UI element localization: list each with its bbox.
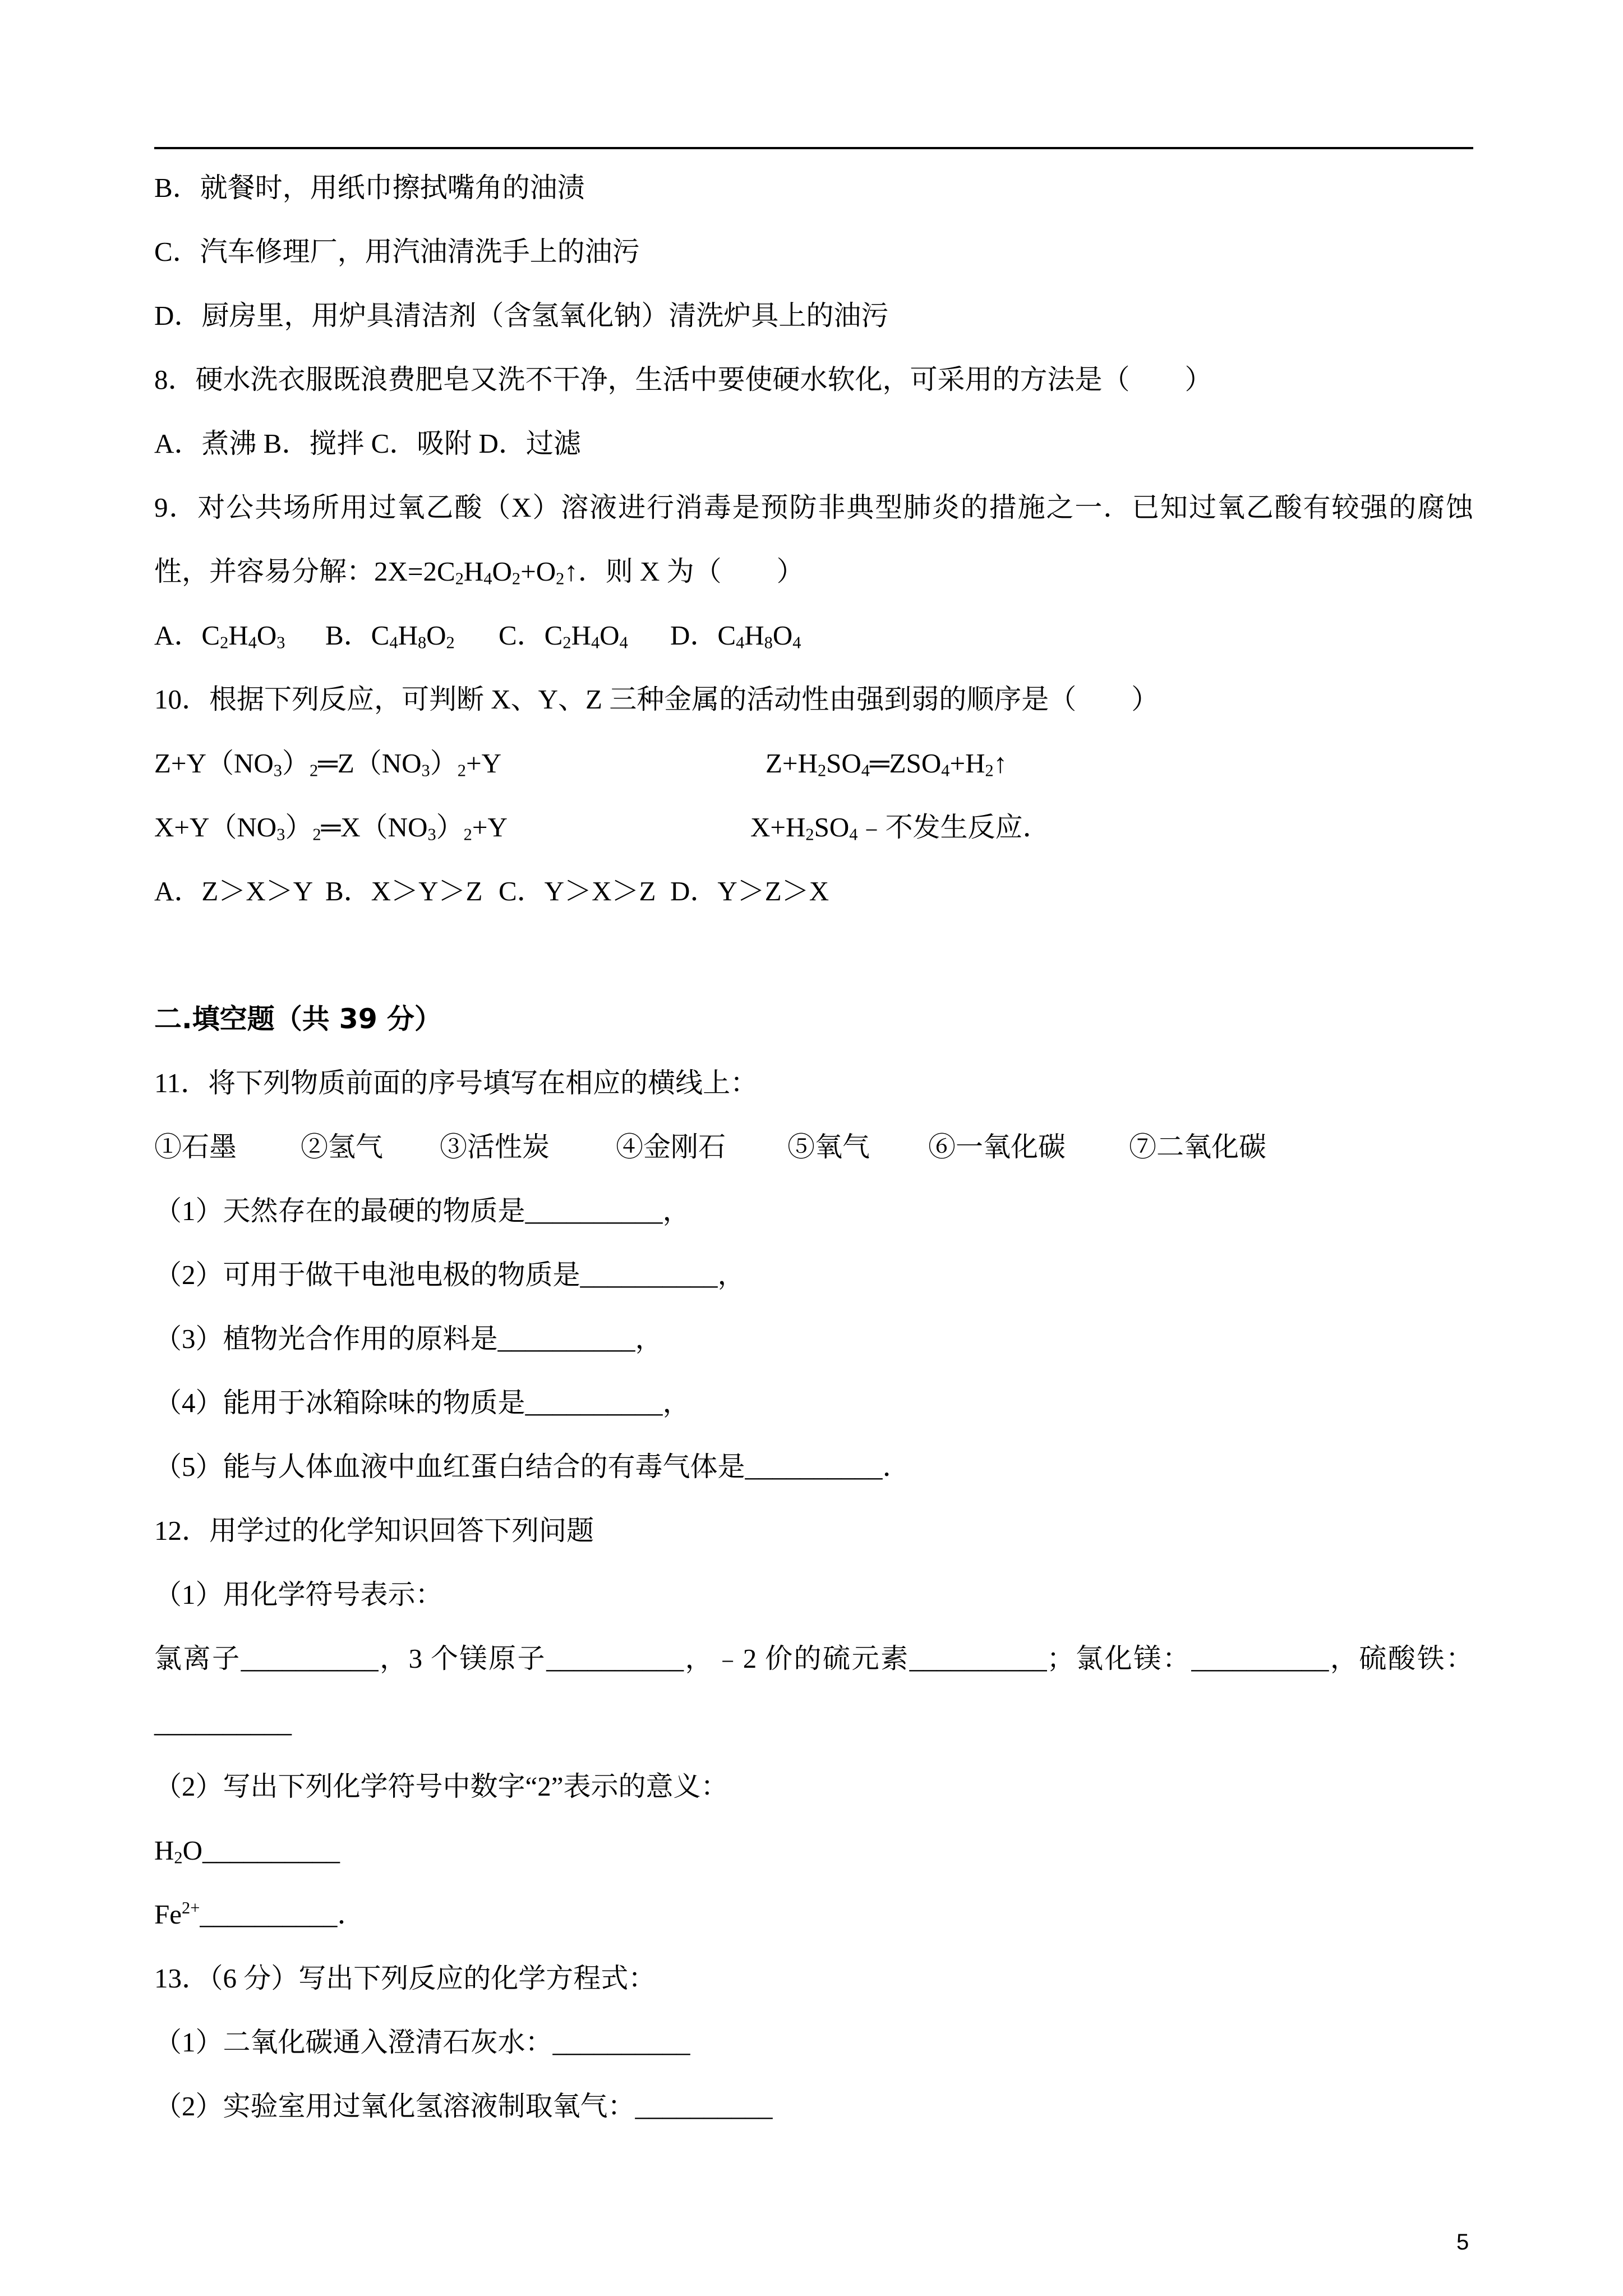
substance-item: ③活性炭 — [440, 1131, 550, 1162]
text-run: Z+Y（NO — [154, 748, 274, 779]
text-run: ═X（NO — [321, 812, 428, 843]
text-run: X+Y（NO — [154, 812, 277, 843]
q12-iron-ion — [154, 1883, 1473, 1947]
subscript: 4 — [248, 633, 257, 652]
substance-item: ⑦二氧化碳 — [1129, 1131, 1267, 1162]
text-run: C．C — [499, 620, 563, 651]
text-run: SO — [814, 812, 850, 843]
q9-option-d — [670, 604, 801, 668]
text-run: +H — [949, 748, 985, 779]
q10-option-c: C．Y＞X＞Z — [499, 876, 656, 907]
text-run: ） — [436, 812, 464, 843]
subscript: 4 — [861, 761, 870, 780]
q11-item-5: （5）能与人体血液中血红蛋白结合的有毒气体是__________． — [154, 1451, 910, 1482]
subscript: 3 — [427, 825, 436, 844]
q11-item-3: （3）植物光合作用的原料是__________， — [154, 1323, 663, 1354]
subscript: 2 — [817, 761, 827, 780]
text-run: O — [600, 620, 620, 651]
text-run: ↑．则 X 为（ ） — [564, 556, 804, 587]
q13-stem: 13．（6 分）写出下列反应的化学方程式： — [154, 1963, 656, 1994]
text-run: H — [228, 620, 248, 651]
q9-options — [154, 604, 1473, 668]
reaction-x-with-sulfuric-acid — [750, 795, 1050, 859]
subscript: 4 — [591, 633, 600, 652]
subscript: 4 — [389, 633, 398, 652]
q12-stem: 12．用学过的化学知识回答下列问题 — [154, 1515, 594, 1546]
q9-option-b — [325, 604, 455, 668]
q10-option-a: A．Z＞X＞Y — [154, 876, 313, 907]
q12-part1-blank-cont: __________ — [154, 1707, 292, 1738]
subscript: 2 — [457, 761, 466, 780]
q10-options — [154, 859, 1473, 923]
header-rule — [154, 147, 1473, 149]
text-run: O__________ — [182, 1835, 340, 1866]
substance-item: ①石墨 — [154, 1131, 237, 1162]
subscript: 8 — [417, 633, 427, 652]
subscript: 2 — [220, 633, 229, 652]
q8-stem: 8．硬水洗衣服既浪费肥皂又洗不干净，生活中要使硬水软化，可采用的方法是（ ） — [154, 364, 1212, 395]
subscript: 3 — [276, 825, 285, 844]
subscript: 2 — [174, 1848, 183, 1867]
subscript: 3 — [421, 761, 430, 780]
subscript: 2 — [556, 569, 565, 588]
reaction-z-with-y-nitrate — [154, 731, 501, 795]
text-run: __________． — [200, 1899, 365, 1930]
subscript: 4 — [483, 569, 492, 588]
page-content — [154, 156, 1473, 2138]
q7-option-b: B．就餐时，用纸巾擦拭嘴角的油渍 — [154, 172, 585, 203]
q7-option-d: D．厨房里，用炉具清洁剂（含氢氧化钠）清洗炉具上的油污 — [154, 300, 889, 331]
subscript: 4 — [941, 761, 950, 780]
text-run: ↑ — [993, 748, 1008, 779]
q11-stem: 11．将下列物质前面的序号填写在相应的横线上： — [154, 1068, 758, 1098]
q10-stem: 10．根据下列反应，可判断 X、Y、Z 三种金属的活动性由强到弱的顺序是（ ） — [154, 684, 1159, 715]
text-run: O — [772, 620, 793, 651]
text-run: ═ZSO — [869, 748, 942, 779]
text-run: Fe — [154, 1899, 182, 1930]
text-run: X+H — [750, 812, 806, 843]
text-run: ） — [282, 748, 310, 779]
text-run: H — [463, 556, 484, 587]
page-number: 5 — [1456, 2230, 1469, 2254]
substance-item: ②氢气 — [301, 1131, 384, 1162]
q9-stem-line2 — [154, 540, 1473, 604]
q13-item-2: （2）实验室用过氧化氢溶液制取氧气：__________ — [154, 2091, 773, 2122]
reaction-z-with-sulfuric-acid — [766, 731, 1007, 795]
q11-substance-list — [154, 1115, 1473, 1179]
subscript: 2 — [455, 569, 464, 588]
substance-item: ④金刚石 — [616, 1131, 726, 1162]
q9-option-c — [499, 604, 628, 668]
text-run: ﹣不发生反应． — [857, 812, 1050, 843]
q10-option-d: D．Y＞Z＞X — [670, 876, 829, 907]
subscript: 4 — [619, 633, 628, 652]
q10-reaction-row-1 — [154, 731, 1473, 795]
substance-item: ⑤氧气 — [787, 1131, 870, 1162]
text-run: D．C — [670, 620, 736, 651]
text-run: H — [398, 620, 418, 651]
text-run: Z+H — [766, 748, 818, 779]
subscript: 4 — [736, 633, 745, 652]
subscript: 2 — [463, 825, 472, 844]
text-run: +Y — [465, 748, 501, 779]
q12-part2-prompt: （2）写出下列化学符号中数字“2”表示的意义： — [154, 1771, 728, 1802]
q9-option-a — [154, 604, 285, 668]
text-run: O — [492, 556, 512, 587]
text-run: B．C — [325, 620, 390, 651]
text-run: 性，并容易分解：2X=2C — [154, 556, 455, 587]
q8-options: A．煮沸 B．搅拌 C．吸附 D．过滤 — [154, 428, 581, 459]
subscript: 3 — [273, 761, 282, 780]
text-run: SO — [826, 748, 861, 779]
subscript: 2 — [446, 633, 455, 652]
subscript: 4 — [849, 825, 858, 844]
text-run: A．C — [154, 620, 220, 651]
text-run: H — [744, 620, 764, 651]
q11-item-2: （2）可用于做干电池电极的物质是__________， — [154, 1259, 745, 1290]
subscript: 3 — [276, 633, 285, 652]
q11-item-1: （1）天然存在的最硬的物质是__________， — [154, 1195, 690, 1226]
text-run: H — [571, 620, 591, 651]
text-run: O — [256, 620, 277, 651]
q7-option-c: C．汽车修理厂，用汽油清洗手上的油污 — [154, 236, 640, 267]
subscript: 2 — [312, 825, 321, 844]
subscript: 2 — [985, 761, 994, 780]
q10-option-b: B．X＞Y＞Z — [325, 876, 483, 907]
subscript: 2 — [309, 761, 319, 780]
q12-water-formula — [154, 1819, 1473, 1883]
q9-stem-line1: 9．对公共场所用过氧乙酸（X）溶液进行消毒是预防非典型肺炎的措施之一．已知过氧乙酸有较强的腐蚀 — [154, 492, 1473, 523]
text-run: ═Z（NO — [318, 748, 422, 779]
substance-item: ⑥一氧化碳 — [928, 1131, 1066, 1162]
q13-item-1: （1）二氧化碳通入澄清石灰水：__________ — [154, 2027, 690, 2058]
blank-spacer — [154, 923, 1473, 987]
q12-part1-blanks: 氯离子__________，3 个镁原子__________，﹣2 价的硫元素__________；氯化镁：__________，硫酸铁： — [154, 1643, 1473, 1674]
subscript: 4 — [792, 633, 801, 652]
subscript: 2 — [805, 825, 814, 844]
text-run: O — [426, 620, 446, 651]
q12-part1-prompt: （1）用化学符号表示： — [154, 1579, 443, 1610]
subscript: 8 — [764, 633, 773, 652]
superscript: 2+ — [182, 1898, 200, 1917]
text-run: +Y — [472, 812, 508, 843]
subscript: 2 — [562, 633, 571, 652]
q10-reaction-row-2 — [154, 795, 1473, 859]
text-run: ） — [430, 748, 458, 779]
text-run: ） — [285, 812, 313, 843]
text-run: +O — [520, 556, 556, 587]
reaction-x-with-y-nitrate — [154, 795, 508, 859]
text-run: H — [154, 1835, 174, 1866]
subscript: 2 — [511, 569, 521, 588]
q11-item-4: （4）能用于冰箱除味的物质是__________， — [154, 1387, 690, 1418]
section-heading: 二.填空题（共 39 分） — [154, 1003, 442, 1035]
